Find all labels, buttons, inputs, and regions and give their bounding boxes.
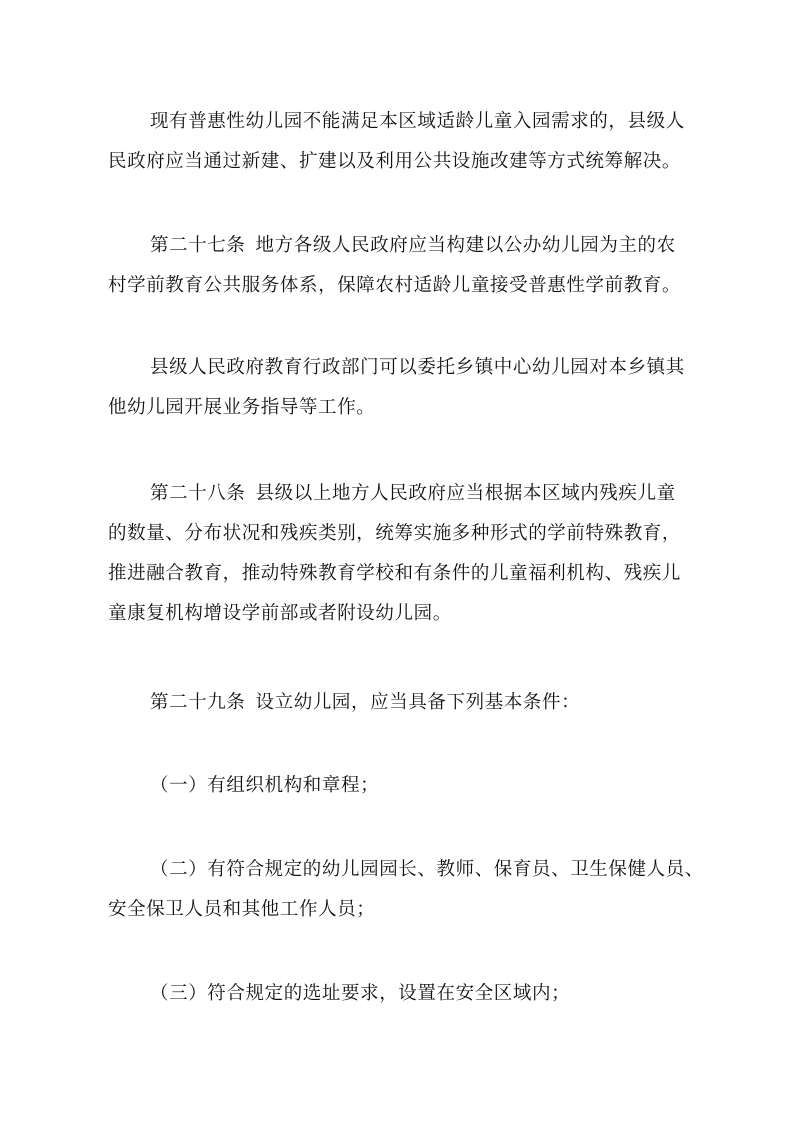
article-28-number: 第二十八条 (150, 483, 246, 504)
condition-item-1 (108, 766, 688, 806)
article-29-line-1-text: 设立幼儿园，应当具备下列基本条件： (255, 692, 581, 713)
article-27-number: 第二十七条 (150, 235, 246, 256)
article-28-paragraph (108, 474, 688, 634)
paragraph-3 (108, 348, 688, 428)
article-28-line-1-text: 县级以上地方人民政府应当根据本区域内残疾儿童 (255, 483, 676, 504)
paragraph-1-line-1: 现有普惠性幼儿园不能满足本区域适龄儿童入园需求的，县级人 (150, 111, 685, 132)
article-28-line-1 (108, 474, 688, 514)
article-28-line-2: 的数量、分布状况和残疾类别，统筹实施多种形式的学前特殊教育， (108, 523, 682, 544)
article-28-line-3: 推进融合教育，推动特殊教育学校和有条件的儿童福利机构、残疾儿 (108, 563, 682, 584)
article-29-number: 第二十九条 (150, 692, 246, 713)
article-27-line-1-text: 地方各级人民政府应当构建以公办幼儿园为主的农 (255, 235, 676, 256)
article-29-line-1 (108, 683, 688, 723)
paragraph-3-line-2: 他幼儿园开展业务指导等工作。 (108, 397, 376, 418)
article-29-paragraph (108, 683, 688, 723)
condition-item-2-line-1: （二）有符合规定的幼儿园园长、教师、保育员、卫生保健人员、 (150, 859, 704, 880)
article-27-line-1 (108, 226, 688, 266)
paragraph-3-line-1: 县级人民政府教育行政部门可以委托乡镇中心幼儿园对本乡镇其 (150, 357, 685, 378)
condition-item-1-line-1: （一）有组织机构和章程； (150, 775, 380, 796)
article-28-line-4: 童康复机构增设学前部或者附设幼儿园。 (108, 603, 452, 624)
condition-item-2 (108, 850, 704, 930)
paragraph-1-line-2: 民政府应当通过新建、扩建以及利用公共设施改建等方式统筹解决。 (108, 151, 682, 172)
condition-item-3-line-1: （三）符合规定的选址要求，设置在安全区域内； (150, 983, 571, 1004)
article-27-paragraph (108, 226, 688, 306)
paragraph-1 (108, 102, 688, 182)
condition-item-2-line-2: 安全保卫人员和其他工作人员； (108, 899, 376, 920)
condition-item-3 (108, 974, 688, 1014)
article-27-line-2: 村学前教育公共服务体系，保障农村适龄儿童接受普惠性学前教育。 (108, 275, 682, 296)
